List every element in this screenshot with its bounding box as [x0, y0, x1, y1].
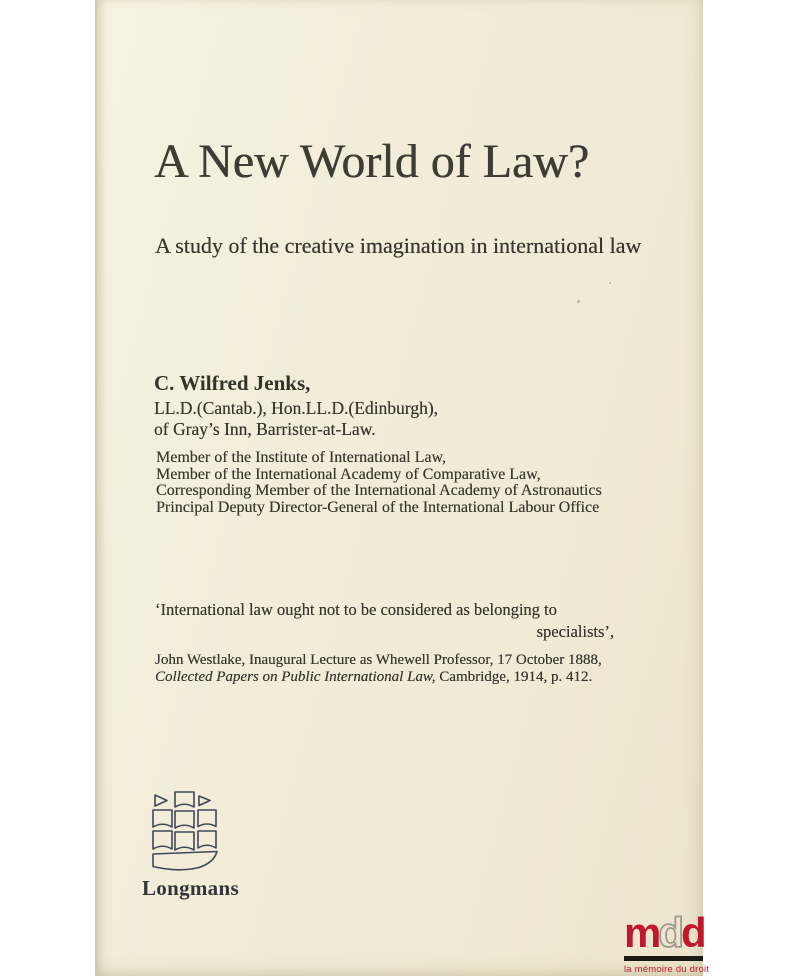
mdd-watermark-logo	[624, 911, 710, 975]
mdd-letter-d: d	[681, 909, 704, 956]
book-subtitle: A study of the creative imagination in international law	[155, 233, 642, 258]
attribution-work-title: Collected Papers on Public International Law,	[155, 668, 436, 685]
mdd-letter-d-outline: d	[658, 909, 682, 956]
longmans-ship-icon	[152, 791, 218, 873]
mdd-logo-caption: la mémoire du droit	[624, 963, 710, 975]
author-credentials	[154, 398, 438, 440]
book-page	[95, 0, 703, 976]
paper-speck	[577, 300, 580, 303]
credentials-line: of Gray’s Inn, Barrister-at-Law.	[154, 419, 376, 439]
author-name: C. Wilfred Jenks,	[154, 371, 311, 395]
author-memberships	[156, 450, 602, 516]
membership-line: Corresponding Member of the International Academy of Astronautics	[156, 482, 602, 499]
attribution-rest: Cambridge, 1914, p. 412.	[435, 668, 593, 685]
mdd-logo-letters	[624, 911, 710, 955]
membership-line: Member of the Institute of International Law,	[156, 449, 446, 466]
quote-line-2: specialists’,	[536, 622, 614, 641]
attribution-line-2	[155, 669, 602, 686]
book-title: A New World of Law?	[154, 135, 590, 188]
membership-line: Member of the International Academy of Comparative Law,	[156, 465, 541, 483]
mdd-letter-m: m	[624, 909, 659, 956]
publisher-name: Longmans	[142, 876, 239, 900]
membership-line: Principal Deputy Director-General of the International Labour Office	[156, 498, 600, 516]
mdd-logo-bar	[624, 956, 703, 961]
paper-speck	[609, 282, 611, 284]
attribution-line-1: John Westlake, Inaugural Lecture as Whewell Professor, 17 October 1888,	[155, 652, 602, 668]
quote-line-1: ‘International law ought not to be considered as belonging to	[155, 600, 557, 619]
epigraph-attribution	[155, 652, 602, 686]
credentials-line: LL.D.(Cantab.), Hon.LL.D.(Edinburgh),	[154, 398, 438, 418]
epigraph-quote	[155, 599, 614, 643]
